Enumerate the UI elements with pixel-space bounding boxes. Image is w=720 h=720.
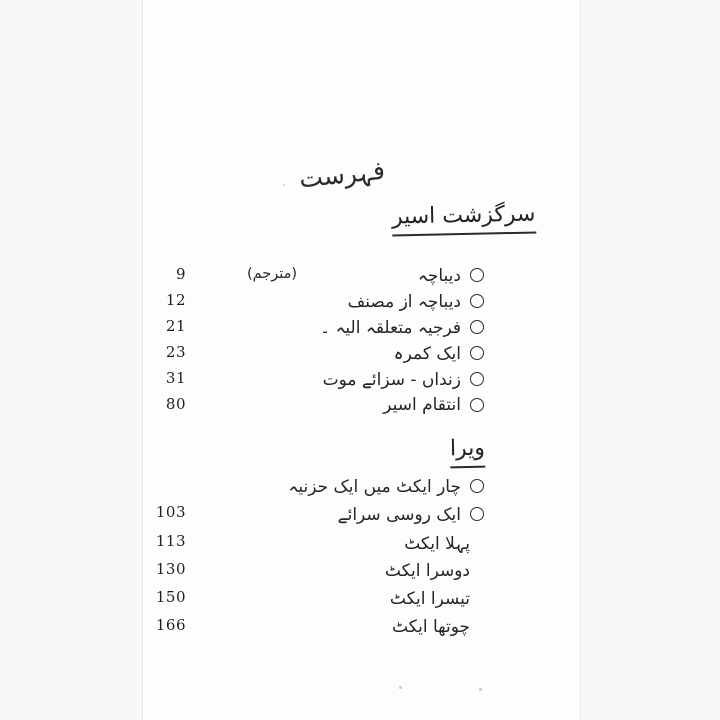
- page-number: 31: [165, 369, 186, 387]
- toc-entry: [142, 472, 580, 500]
- toc-entry: [142, 557, 580, 585]
- entry-title: دیباچہ: [417, 265, 461, 286]
- entry-title: دیباچہ از مصنف: [347, 291, 461, 312]
- bullet-circle-icon: [470, 294, 484, 308]
- toc-entry: [142, 314, 580, 340]
- bullet-circle-icon: [470, 346, 484, 360]
- page-number: 150: [155, 588, 186, 606]
- page-edge-line-right: [580, 0, 581, 720]
- entry-title: پہلا ایکٹ: [404, 533, 470, 554]
- entry-title: زنداں - سزائے موت: [322, 369, 461, 390]
- page-number: 80: [165, 395, 186, 413]
- entry-title: فرجیہ متعلقہ الیہ ۔: [320, 317, 461, 338]
- page-number: 166: [155, 616, 186, 634]
- bullet-circle-icon: [470, 372, 484, 386]
- page-number: 103: [155, 503, 186, 521]
- entry-title: چوتھا ایکٹ: [392, 617, 470, 637]
- toc-entry: [142, 262, 580, 288]
- page-number: 130: [155, 560, 186, 578]
- page-number: 113: [155, 532, 186, 550]
- bullet-circle-icon: [470, 320, 484, 334]
- page-number: 9: [175, 265, 186, 283]
- section-heading-sarguzasht-aseer: سرگزشت اسیر: [392, 202, 536, 237]
- toc-entry: [142, 613, 580, 641]
- entry-title: ایک روسی سرائے: [337, 504, 461, 525]
- table-of-contents: [142, 0, 580, 720]
- entry-title: تیسرا ایکٹ: [389, 589, 470, 609]
- toc-entry: [142, 529, 580, 557]
- entry-title: چار ایکٹ میں ایک حزنیہ: [288, 476, 461, 497]
- entry-title: ایک کمرہ: [393, 343, 461, 364]
- entry-title: دوسرا ایکٹ: [384, 561, 470, 581]
- bullet-circle-icon: [470, 507, 484, 521]
- bullet-circle-icon: [470, 268, 484, 282]
- toc-entry: [142, 366, 580, 392]
- page-title: فہرست: [297, 155, 387, 194]
- toc-entry: [142, 288, 580, 314]
- toc-entry: [142, 392, 580, 418]
- section-heading-vera: ویرا: [450, 436, 486, 469]
- toc-entry: [142, 340, 580, 366]
- page-number: 23: [165, 343, 186, 361]
- toc-entry: [142, 500, 580, 528]
- page-number: 21: [165, 317, 186, 335]
- entry-title: انتقام اسیر: [383, 395, 461, 415]
- bullet-circle-icon: [470, 398, 484, 412]
- bullet-circle-icon: [470, 479, 484, 493]
- translator-note: (مترجم): [246, 266, 298, 282]
- toc-entry: [142, 585, 580, 613]
- page-number: 12: [165, 291, 186, 309]
